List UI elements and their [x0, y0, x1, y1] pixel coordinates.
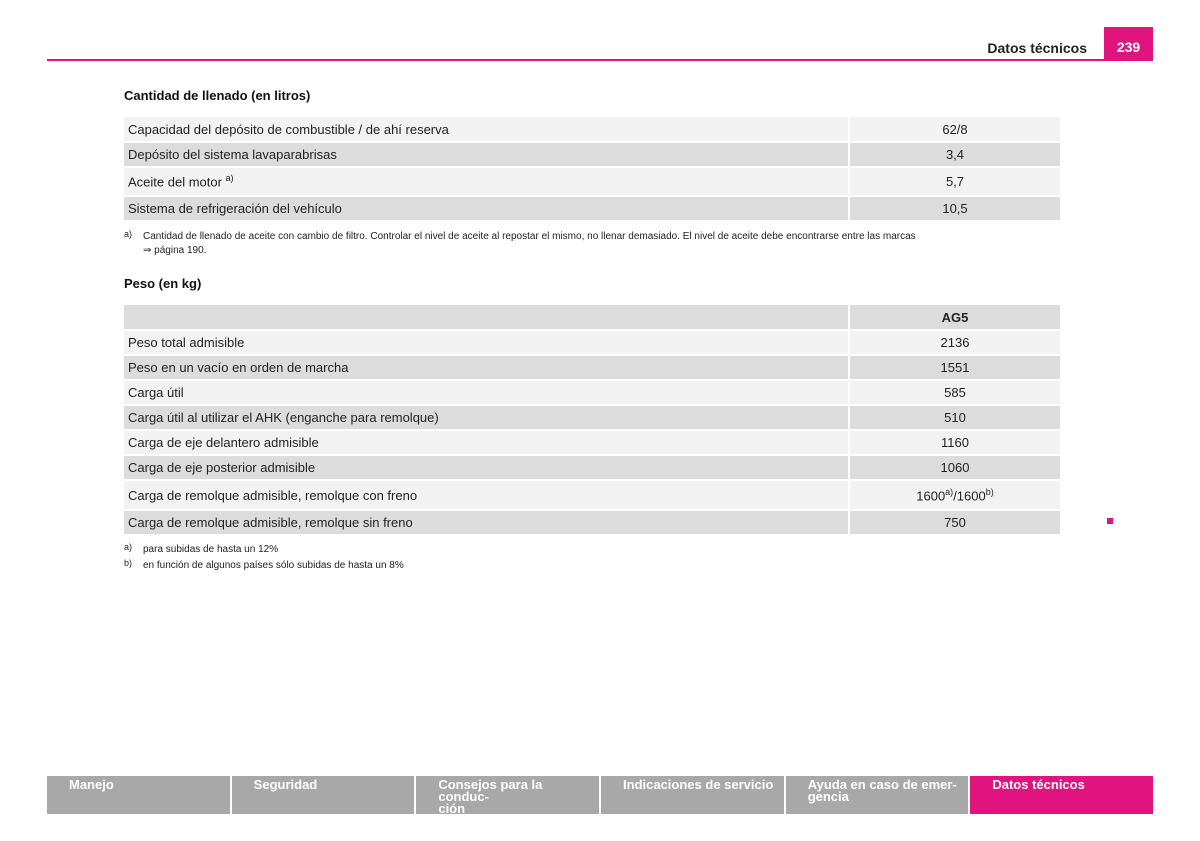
footnote-ref: a)	[945, 486, 954, 497]
nav-tab-label: ción	[438, 801, 466, 816]
row-label: Carga de eje delantero admisible	[124, 430, 849, 455]
fill-footnote	[124, 230, 1054, 260]
row-value: 3,4	[849, 142, 1060, 167]
nav-tab-seguridad[interactable]: Seguridad	[232, 776, 415, 814]
row-value: 10,5	[849, 196, 1060, 221]
nav-tab-label: gencia	[807, 789, 849, 804]
table-row	[124, 480, 1060, 510]
row-value: 1160	[849, 430, 1060, 455]
table-row	[124, 380, 1060, 405]
footnote-mark: b)	[124, 558, 133, 568]
column-header: AG5	[849, 305, 1060, 330]
nav-tab-label: Ayuda en caso de emer-	[807, 777, 957, 792]
row-label: Carga útil al utilizar el AHK (enganche para remolque)	[124, 405, 849, 430]
header-divider	[47, 59, 1153, 61]
nav-tab-indicaciones[interactable]: Indicaciones de servicio	[601, 776, 784, 814]
row-label: Sistema de refrigeración del vehículo	[124, 196, 849, 221]
row-value: 585	[849, 380, 1060, 405]
nav-tab-ayuda[interactable]	[786, 776, 969, 814]
footnote-mark: a)	[124, 229, 133, 239]
table-header-row	[124, 305, 1060, 330]
fill-quantities-table	[124, 117, 1060, 222]
row-value: 1551	[849, 355, 1060, 380]
footnote-ref: b)	[985, 486, 994, 497]
row-label: Carga de remolque admisible, remolque con freno	[124, 480, 849, 510]
section-end-marker	[1107, 518, 1113, 524]
weight-table	[124, 305, 1060, 536]
nav-tab-consejos[interactable]	[416, 776, 599, 814]
weight-section-title: Peso (en kg)	[124, 276, 202, 291]
nav-tab-manejo[interactable]: Manejo	[47, 776, 230, 814]
header-blank-cell	[124, 305, 849, 330]
footnote-text-line2: ⇒ página 190.	[143, 245, 207, 256]
fill-section-title: Cantidad de llenado (en litros)	[124, 88, 311, 103]
footnote-text: para subidas de hasta un 12%	[143, 544, 279, 555]
row-label: Aceite del motor $^{a)}$	[124, 167, 849, 196]
footnote-mark: a)	[124, 542, 133, 552]
row-label: Capacidad del depósito de combustible / de ahí reserva	[124, 117, 849, 142]
row-label: Carga de eje posterior admisible	[124, 455, 849, 480]
table-row	[124, 430, 1060, 455]
row-value: 510	[849, 405, 1060, 430]
row-value: 2136	[849, 330, 1060, 355]
table-row	[124, 117, 1060, 142]
row-label: Peso en un vacío en orden de marcha	[124, 355, 849, 380]
table-row	[124, 330, 1060, 355]
footnote-ref: a)	[225, 173, 234, 184]
page-header-title: Datos técnicos	[987, 40, 1087, 56]
table-row	[124, 142, 1060, 167]
table-row	[124, 405, 1060, 430]
row-label: Peso total admisible	[124, 330, 849, 355]
nav-tab-label: Consejos para la conduc-	[438, 777, 543, 804]
row-value: 1600$^{a)}$/1600$^{b)}$	[849, 480, 1060, 510]
row-value: 1060	[849, 455, 1060, 480]
row-label: Carga de remolque admisible, remolque sin freno	[124, 510, 849, 535]
chapter-nav	[47, 776, 1153, 814]
table-row	[124, 355, 1060, 380]
page-number: 239	[1104, 27, 1153, 59]
row-value: 62/8	[849, 117, 1060, 142]
nav-tab-datos-tecnicos[interactable]: Datos técnicos	[970, 776, 1153, 814]
weight-footnote-a	[124, 543, 524, 557]
table-row	[124, 167, 1060, 196]
footnote-text: en función de algunos países sólo subidas de hasta un 8%	[143, 560, 404, 571]
row-label: Carga útil	[124, 380, 849, 405]
row-value: 750	[849, 510, 1060, 535]
weight-footnote-b	[124, 559, 524, 573]
row-label: Depósito del sistema lavaparabrisas	[124, 142, 849, 167]
footnote-text-line1: Cantidad de llenado de aceite con cambio de filtro. Controlar el nivel de aceite al repostar el mismo, no llenar demasiado. El nivel de aceite debe encontrarse entre las marcas	[143, 231, 916, 242]
table-row	[124, 510, 1060, 535]
table-row	[124, 455, 1060, 480]
table-row	[124, 196, 1060, 221]
row-value: 5,7	[849, 167, 1060, 196]
